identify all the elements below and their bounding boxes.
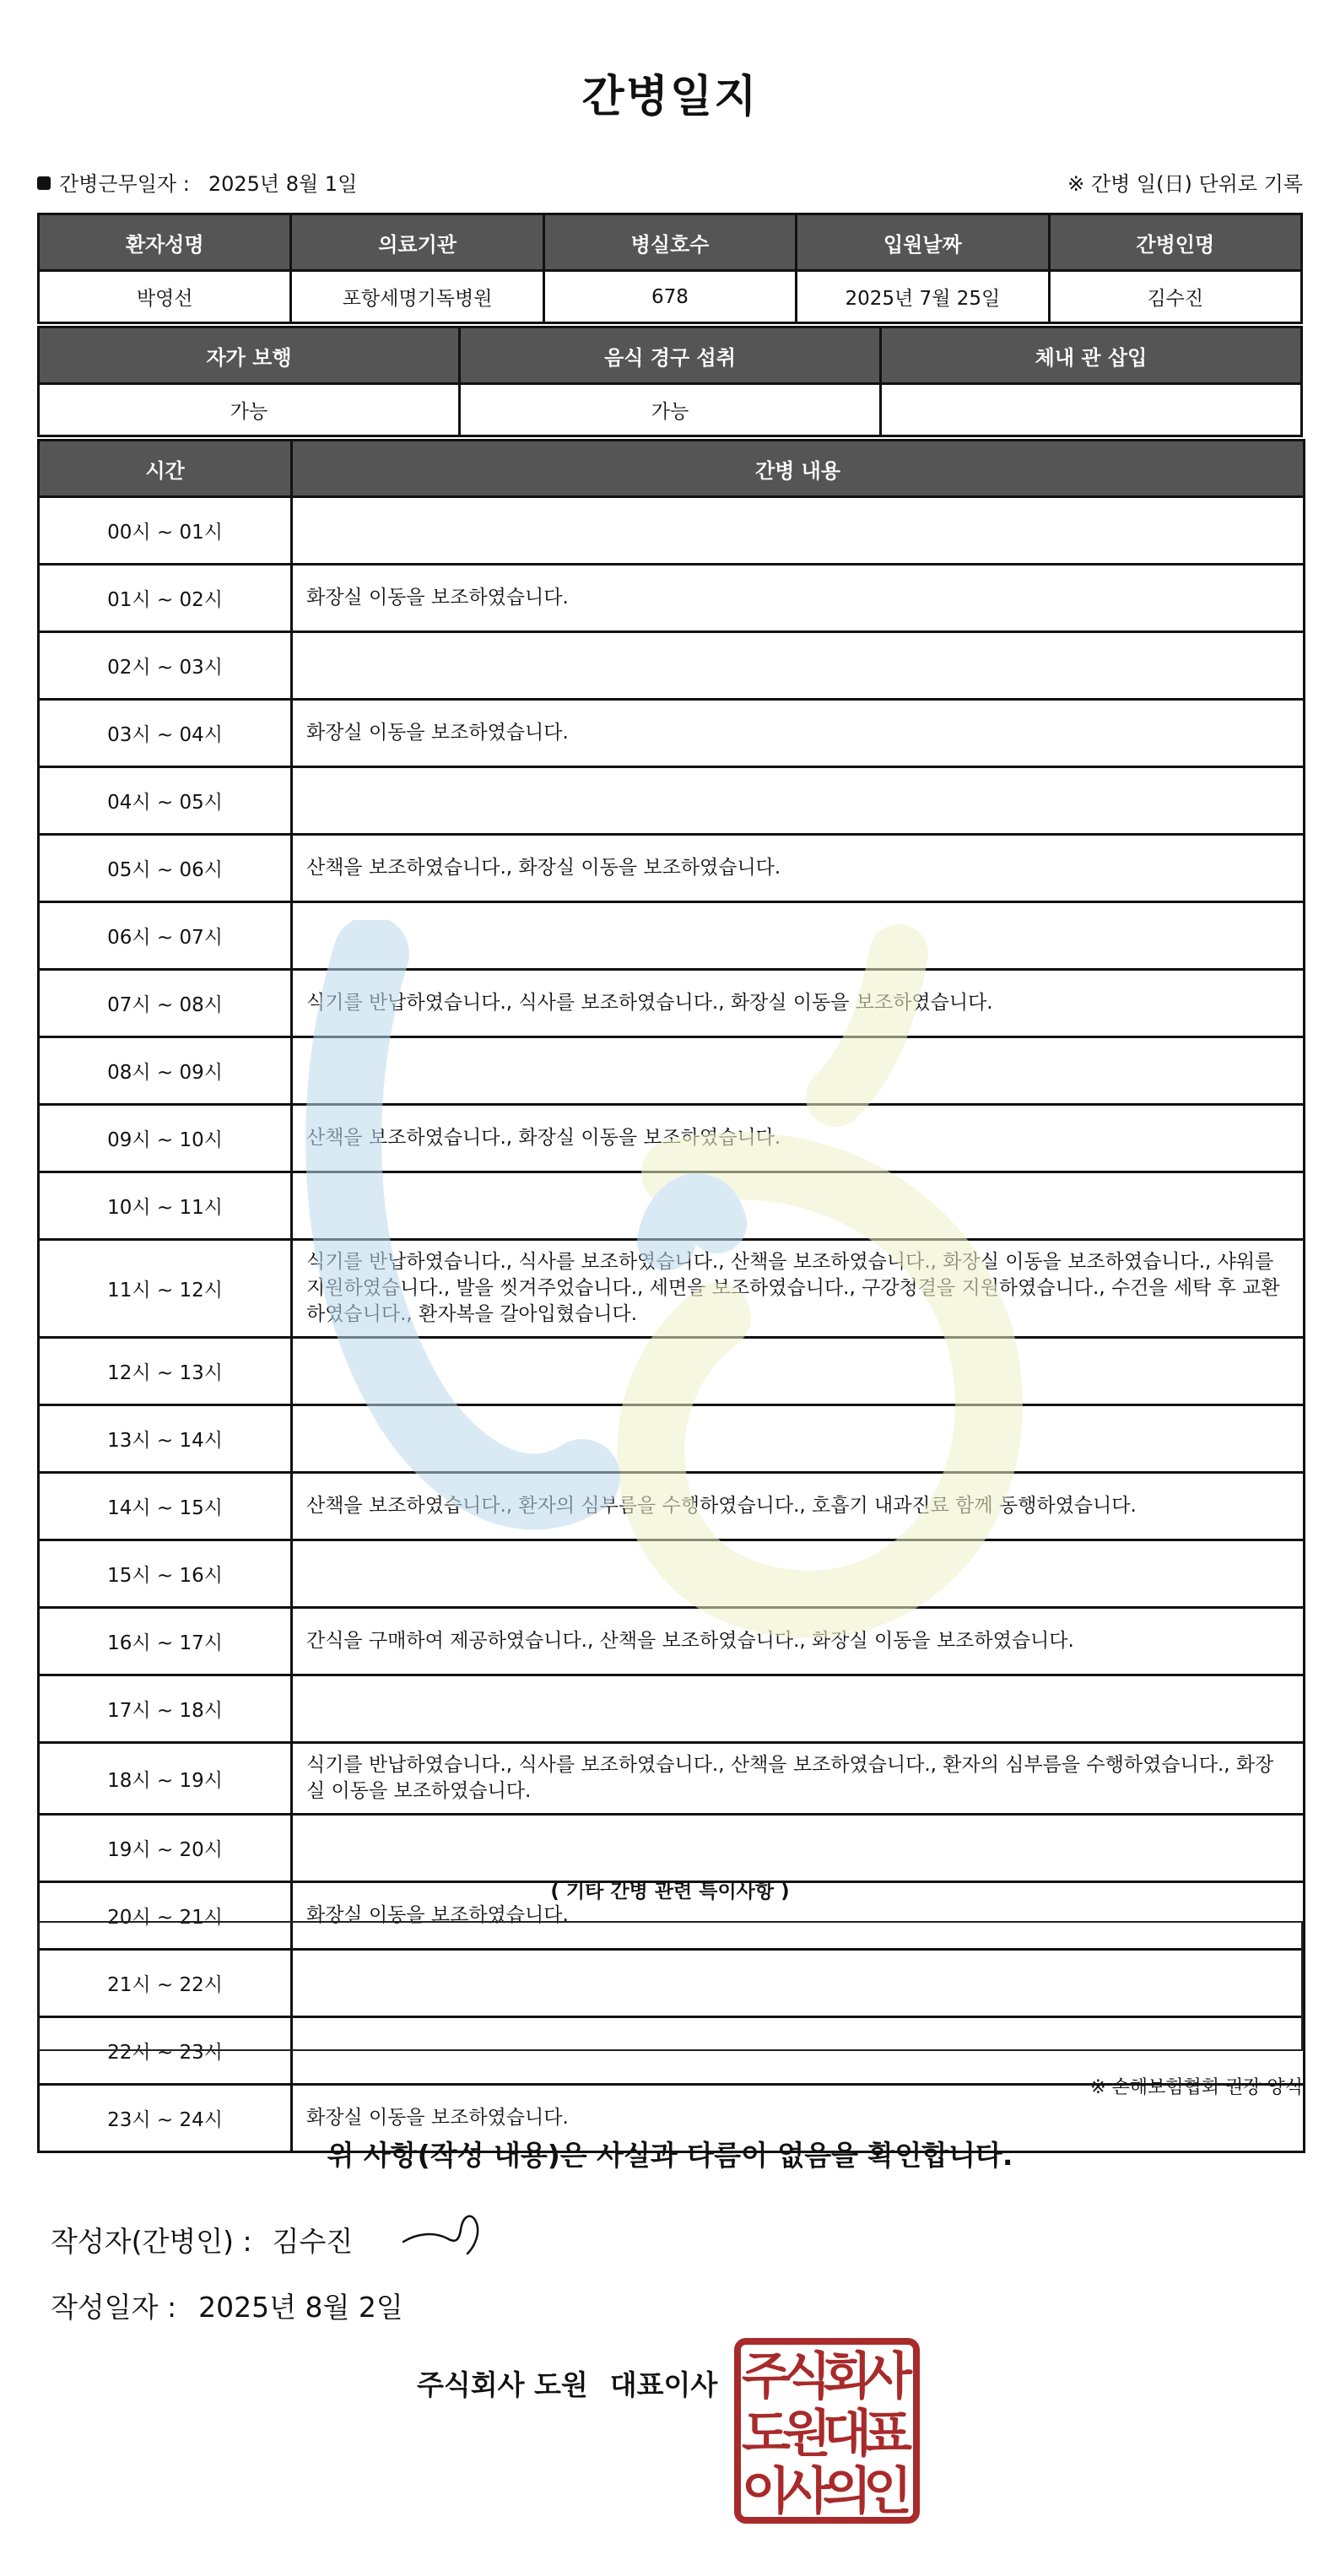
header-admission-date: 입원날짜 bbox=[797, 214, 1049, 271]
content-cell bbox=[292, 1675, 1305, 1743]
work-date-value: 2025년 8월 1일 bbox=[208, 172, 358, 196]
content-cell: 화장실 이동을 보조하였습니다. bbox=[292, 2085, 1305, 2152]
time-cell: 05시 ~ 06시 bbox=[39, 835, 292, 902]
bullet-square-icon bbox=[37, 176, 51, 190]
write-date-value: 2025년 8월 2일 bbox=[198, 2291, 403, 2324]
content-cell bbox=[292, 1405, 1305, 1473]
table-row bbox=[39, 1473, 1305, 1540]
time-cell: 18시 ~ 19시 bbox=[39, 1743, 292, 1815]
notes-box[interactable] bbox=[37, 1921, 1303, 2051]
writer-row bbox=[51, 2220, 353, 2259]
svg-text:의: 의 bbox=[823, 2462, 872, 2521]
table-row bbox=[39, 497, 1305, 565]
write-date-row bbox=[51, 2286, 403, 2325]
header-tube: 체내 관 삽입 bbox=[881, 327, 1302, 384]
content-cell bbox=[292, 1338, 1305, 1405]
svg-text:주: 주 bbox=[742, 2347, 791, 2406]
table-row bbox=[39, 970, 1305, 1037]
content-cell bbox=[292, 902, 1305, 970]
svg-text:원: 원 bbox=[782, 2405, 831, 2464]
time-cell: 16시 ~ 17시 bbox=[39, 1608, 292, 1675]
table-row bbox=[39, 1240, 1305, 1338]
patient-name: 박영선 bbox=[39, 271, 291, 323]
header-patient-name: 환자성명 bbox=[39, 214, 291, 271]
time-cell: 09시 ~ 10시 bbox=[39, 1105, 292, 1172]
tube-value bbox=[881, 384, 1302, 436]
time-cell: 10시 ~ 11시 bbox=[39, 1172, 292, 1240]
meta-row bbox=[37, 167, 1303, 201]
table-row bbox=[39, 835, 1305, 902]
table-row bbox=[39, 1405, 1305, 1473]
content-cell: 산책을 보조하였습니다., 화장실 이동을 보조하였습니다. bbox=[292, 835, 1305, 902]
room-number: 678 bbox=[543, 271, 796, 323]
time-cell: 21시 ~ 22시 bbox=[39, 1950, 292, 2017]
record-unit-note: ※ 간병 일(日) 단위로 기록 bbox=[1067, 172, 1303, 196]
company-row bbox=[417, 2363, 717, 2403]
time-cell: 22시 ~ 23시 bbox=[39, 2017, 292, 2085]
time-cell: 15시 ~ 16시 bbox=[39, 1540, 292, 1608]
header-time: 시간 bbox=[39, 441, 292, 497]
time-cell: 01시 ~ 02시 bbox=[39, 565, 292, 632]
content-cell: 산책을 보조하였습니다., 화장실 이동을 보조하였습니다. bbox=[292, 1105, 1305, 1172]
log-header-row bbox=[39, 441, 1305, 497]
patient-header-row bbox=[39, 214, 1302, 271]
time-cell: 12시 ~ 13시 bbox=[39, 1338, 292, 1405]
content-cell bbox=[292, 1540, 1305, 1608]
svg-text:대: 대 bbox=[823, 2405, 872, 2464]
time-cell: 17시 ~ 18시 bbox=[39, 1675, 292, 1743]
svg-text:이: 이 bbox=[742, 2462, 791, 2521]
write-date-label: 작성일자 : bbox=[51, 2291, 177, 2324]
table-row bbox=[39, 1540, 1305, 1608]
time-cell: 07시 ~ 08시 bbox=[39, 970, 292, 1037]
header-room: 병실호수 bbox=[543, 214, 796, 271]
time-cell: 20시 ~ 21시 bbox=[39, 1882, 292, 1950]
time-cell: 19시 ~ 20시 bbox=[39, 1815, 292, 1882]
table-row bbox=[39, 1815, 1305, 1882]
patient-status-table bbox=[37, 326, 1303, 437]
table-row bbox=[39, 767, 1305, 835]
document-title: 간병일지 bbox=[581, 72, 759, 122]
content-cell: 간식을 구매하여 제공하였습니다., 산책을 보조하였습니다., 화장실 이동을 보조하였습니다. bbox=[292, 1608, 1305, 1675]
patient-value-row bbox=[39, 271, 1302, 323]
walking-value: 가능 bbox=[39, 384, 460, 436]
time-cell: 13시 ~ 14시 bbox=[39, 1405, 292, 1473]
table-row bbox=[39, 1743, 1305, 1815]
content-cell bbox=[292, 1815, 1305, 1882]
content-cell bbox=[292, 1172, 1305, 1240]
time-cell: 06시 ~ 07시 bbox=[39, 902, 292, 970]
table-row bbox=[39, 1675, 1305, 1743]
content-cell: 화장실 이동을 보조하였습니다. bbox=[292, 1882, 1305, 1950]
header-walking: 자가 보행 bbox=[39, 327, 460, 384]
header-hospital: 의료기관 bbox=[291, 214, 543, 271]
content-cell: 식기를 반납하였습니다., 식사를 보조하였습니다., 화장실 이동을 보조하였습니다. bbox=[292, 970, 1305, 1037]
time-cell: 23시 ~ 24시 bbox=[39, 2085, 292, 2152]
time-cell: 04시 ~ 05시 bbox=[39, 767, 292, 835]
confirmation-statement: 위 사항(작성 내용)은 사실과 다름이 없음을 확인합니다. bbox=[327, 2139, 1013, 2172]
content-cell: 식기를 반납하였습니다., 식사를 보조하였습니다., 산책을 보조하였습니다., 환자의 심부름을 수행하였습니다., 화장실 이동을 보조하였습니다. bbox=[292, 1743, 1305, 1815]
table-row bbox=[39, 632, 1305, 700]
table-row bbox=[39, 565, 1305, 632]
company-rep: 대표이사 bbox=[609, 2368, 718, 2401]
content-cell: 화장실 이동을 보조하였습니다. bbox=[292, 700, 1305, 767]
table-row bbox=[39, 1608, 1305, 1675]
content-cell: 화장실 이동을 보조하였습니다. bbox=[292, 565, 1305, 632]
svg-text:인: 인 bbox=[863, 2462, 912, 2521]
notes-title: ( 기타 간병 관련 특이사항 ) bbox=[550, 1881, 790, 1902]
header-care-content: 간병 내용 bbox=[292, 441, 1305, 497]
time-cell: 14시 ~ 15시 bbox=[39, 1473, 292, 1540]
content-cell bbox=[292, 767, 1305, 835]
signature-icon bbox=[400, 2205, 494, 2259]
status-header-row bbox=[39, 327, 1302, 384]
time-cell: 03시 ~ 04시 bbox=[39, 700, 292, 767]
writer-name: 김수진 bbox=[272, 2225, 354, 2258]
content-cell bbox=[292, 497, 1305, 565]
status-value-row bbox=[39, 384, 1302, 436]
table-row bbox=[39, 902, 1305, 970]
svg-text:사: 사 bbox=[782, 2462, 831, 2521]
content-cell: 식기를 반납하였습니다., 식사를 보조하였습니다., 산책을 보조하였습니다., 화장실 이동을 보조하였습니다., 샤워를 지원하였습니다., 발을 씻겨주었습니다., 세면을 보조하였습니다., 구강청결을 지원하였습니다., 수건을 세탁 후 교환하였습니다., 환자복을 갈아입혔습니다. bbox=[292, 1240, 1305, 1338]
writer-label: 작성자(간병인) : bbox=[51, 2225, 252, 2258]
table-row bbox=[39, 1105, 1305, 1172]
table-row bbox=[39, 1172, 1305, 1240]
content-cell bbox=[292, 1037, 1305, 1105]
hospital-name: 포항세명기독병원 bbox=[291, 271, 543, 323]
content-cell: 산책을 보조하였습니다., 환자의 심부름을 수행하였습니다., 호흡기 내과진료 함께 동행하였습니다. bbox=[292, 1473, 1305, 1540]
svg-text:표: 표 bbox=[863, 2405, 912, 2464]
work-date bbox=[37, 167, 357, 197]
time-cell: 08시 ~ 09시 bbox=[39, 1037, 292, 1105]
oral-intake-value: 가능 bbox=[460, 384, 881, 436]
work-date-label: 간병근무일자 : bbox=[59, 172, 190, 196]
recommend-note: ※ 손해보험협회 권장 양식 bbox=[1090, 2077, 1303, 2098]
time-cell: 00시 ~ 01시 bbox=[39, 497, 292, 565]
table-row bbox=[39, 1037, 1305, 1105]
svg-text:식: 식 bbox=[782, 2347, 831, 2406]
time-cell: 11시 ~ 12시 bbox=[39, 1240, 292, 1338]
company-seal-icon bbox=[732, 2336, 921, 2525]
caregiver-name: 김수진 bbox=[1049, 271, 1301, 323]
svg-text:회: 회 bbox=[823, 2347, 872, 2406]
header-caregiver: 간병인명 bbox=[1049, 214, 1301, 271]
time-cell: 02시 ~ 03시 bbox=[39, 632, 292, 700]
content-cell bbox=[292, 632, 1305, 700]
table-row bbox=[39, 1338, 1305, 1405]
admission-date: 2025년 7월 25일 bbox=[797, 271, 1049, 323]
table-row bbox=[39, 700, 1305, 767]
svg-text:사: 사 bbox=[863, 2347, 912, 2406]
company-name: 주식회사 도원 bbox=[417, 2368, 588, 2401]
patient-info-table bbox=[37, 213, 1303, 324]
svg-text:도: 도 bbox=[742, 2405, 791, 2464]
header-oral-intake: 음식 경구 섭취 bbox=[460, 327, 881, 384]
